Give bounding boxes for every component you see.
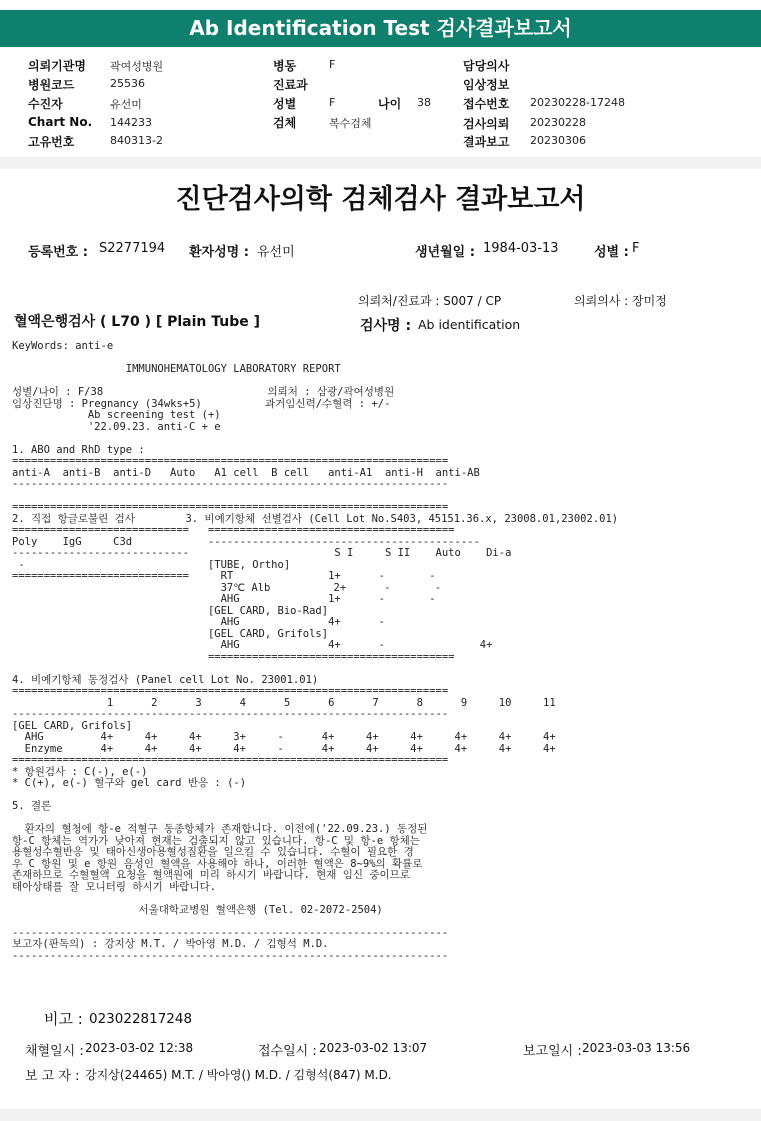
header-value: 20230306	[530, 134, 586, 147]
report-line: 항-C 항체는 역가가 낮아져 현재는 검출되지 않고 있습니다. 항-C 및 항-e 항체는	[12, 834, 420, 847]
report-date-value: 2023-03-03 13:56	[582, 1041, 691, 1055]
patient-label: 환자성명 :	[189, 245, 249, 260]
test-name-label: 검사명 :	[360, 318, 412, 334]
header-value: F	[329, 96, 336, 109]
report-line: [GEL CARD, Grifols]	[12, 627, 329, 640]
report-line: 성별/나이 : F/38 의뢰처 : 삼광/곽여성병원	[12, 386, 395, 398]
report-line	[12, 433, 618, 445]
report-line	[12, 663, 618, 675]
report-line: 보고자(판독의) : 강지상 M.T. / 박아영 M.D. / 김형석 M.D.	[12, 938, 329, 950]
header-label: 수진자	[28, 97, 63, 111]
report-line: 환자의 혈청에 항-e 적혈구 동종항체가 존재합니다. 이전에('22.09.23.) 동정된	[12, 823, 428, 835]
report-line: 2. 직접 항글로불린 검사 3. 비예기항체 선별검사 (Cell Lot No.S403, 45151.36.x, 23008.01,23002.01)	[12, 512, 619, 525]
report-line: 용혈성수혈반응 및 태아신생아용혈성질환을 일으킬 수 있습니다. 수혈이 필요한 경	[12, 846, 414, 858]
header-label: 병원코드	[28, 78, 75, 92]
report-line: ---------------------------------------------------------------------	[12, 926, 449, 939]
header-label: 검체	[273, 116, 297, 130]
separator-band	[0, 157, 761, 169]
sex-value: F	[632, 241, 640, 256]
report-line: ---------------------------- S I S II Auto Di-a	[12, 547, 512, 559]
header-value: 20230228	[530, 116, 586, 129]
report-line: 태아상태를 잘 모니터링 하시기 바랍니다.	[12, 880, 217, 893]
report-line: IMMUNOHEMATOLOGY LABORATORY REPORT	[12, 363, 341, 375]
header-label: 병동	[273, 59, 297, 73]
report-line	[12, 790, 618, 802]
header-value: 25536	[110, 77, 145, 90]
report-line: =====================================================================	[12, 501, 449, 513]
dept-text: 의뢰처/진료과 : S007 / CP	[358, 294, 502, 308]
report-line: =====================================================================	[12, 754, 449, 766]
report-line: 존재하므로 수혈혈액 요청을 혈액원에 미리 하시기 바랍니다. 현재 임신 중이므로	[12, 869, 410, 881]
report-line: 1. ABO and RhD type :	[12, 443, 145, 456]
report-title: Ab Identification Test 검사결과보고서	[189, 16, 572, 40]
report-line: 5. 결론	[12, 800, 52, 812]
receive-label: 접수일시 :	[258, 1044, 317, 1059]
patient-value: 유선미	[257, 245, 295, 260]
report-line: ============================ RT 1+ - -	[12, 570, 436, 582]
header-label: 고유번호	[28, 135, 75, 149]
report-line	[12, 916, 618, 928]
header-value: 38	[417, 96, 431, 109]
test-group: 혈액은행검사 ( L70 ) [ Plain Tube ]	[14, 314, 261, 330]
report-line: AHG 4+ -	[12, 616, 385, 628]
report-line: anti-A anti-B anti-D Auto A1 cell B cell anti-A1 anti-H anti-AB	[12, 466, 480, 479]
header-value: 144233	[110, 116, 152, 129]
header-label: 성별	[273, 97, 297, 111]
report-line: 1 2 3 4 5 6 7 8 9 10 11	[12, 696, 556, 709]
report-line: 우 C 항원 및 e 항원 음성인 혈액을 사용해야 하나, 이러한 혈액은 8~9%의 확률로	[12, 857, 423, 870]
header-label: Chart No.	[28, 115, 93, 129]
report-line: ============================ =======================================	[12, 524, 455, 536]
doctor-text: 의뢰의사 : 장미정	[574, 294, 667, 308]
report-line: 임상진단명 : Pregnancy (34wks+5) 과거임신력/수혈력 : +/-	[12, 397, 391, 410]
report-line: AHG 1+ - -	[12, 593, 436, 605]
report-line: 37℃ Alb 2+ - -	[12, 581, 442, 594]
test-name-value: Ab identification	[418, 317, 521, 332]
header-value: 840313-2	[110, 134, 163, 147]
header-label: 임상정보	[463, 78, 510, 92]
header-label: 결과보고	[463, 135, 510, 149]
report-main-title: 진단검사의학 검체검사 결과보고서	[175, 184, 586, 215]
report-line: AHG 4+ - 4+	[12, 639, 493, 651]
note-label: 비고 :	[44, 1010, 83, 1028]
note-value: 023022817248	[89, 1011, 193, 1027]
report-line: '22.09.23. anti-C + e	[12, 420, 221, 433]
header-label: 나이	[378, 97, 402, 111]
header-label: 담당의사	[463, 59, 510, 73]
header-label: 진료과	[273, 78, 308, 92]
report-line: 서울대학교병원 혈액은행 (Tel. 02-2072-2504)	[12, 903, 383, 916]
header-label: 의뢰기관명	[28, 59, 86, 73]
receive-value: 2023-03-02 13:07	[319, 1041, 428, 1055]
separator-band	[0, 1109, 761, 1121]
report-line	[12, 893, 618, 905]
birth-value: 1984-03-13	[483, 241, 559, 256]
report-line: - [TUBE, Ortho]	[12, 558, 291, 571]
report-line: =====================================================================	[12, 455, 449, 467]
report-line: Ab screening test (+)	[12, 409, 221, 421]
header-value: 복수검체	[329, 117, 372, 130]
header-value: 20230228-17248	[530, 96, 625, 109]
report-line: [GEL CARD, Grifols]	[12, 719, 133, 732]
reg-value: S2277194	[99, 241, 166, 256]
report-line: 4. 비예기항체 동정검사 (Panel cell Lot No. 23001.01)	[12, 673, 319, 686]
report-line: Poly IgG C3d -------------------------------------------	[12, 535, 480, 548]
report-line: Enzyme 4+ 4+ 4+ 4+ - 4+ 4+ 4+ 4+ 4+ 4+	[12, 742, 556, 755]
sex-label: 성별 :	[594, 245, 629, 260]
report-line: * 항원검사 : C(-), e(-)	[12, 765, 148, 778]
header-value: F	[329, 58, 336, 71]
header-value: 유선미	[110, 98, 142, 111]
lab-report-body	[12, 341, 618, 962]
report-line: * C(+), e(-) 혈구와 gel card 반응 : (-)	[12, 777, 247, 789]
report-line: AHG 4+ 4+ 4+ 3+ - 4+ 4+ 4+ 4+ 4+ 4+	[12, 731, 556, 743]
report-line: =====================================================================	[12, 685, 449, 697]
report-line: ---------------------------------------------------------------------	[12, 478, 449, 490]
reg-label: 등록번호 :	[28, 245, 88, 260]
reporter-label: 보 고 자 :	[25, 1069, 80, 1084]
header-value: 곽여성병원	[110, 60, 164, 73]
collect-value: 2023-03-02 12:38	[85, 1041, 194, 1055]
report-line: =======================================	[12, 650, 455, 663]
birth-label: 생년월일 :	[415, 245, 475, 260]
header-label: 접수번호	[463, 97, 510, 111]
collect-label: 채혈일시 :	[25, 1044, 84, 1059]
header-label: 검사의뢰	[463, 117, 510, 131]
report-line: [GEL CARD, Bio-Rad]	[12, 604, 329, 617]
report-date-label: 보고일시 :	[523, 1044, 582, 1059]
report-line: ---------------------------------------------------------------------	[12, 949, 449, 962]
report-line: ---------------------------------------------------------------------	[12, 708, 449, 720]
reporter-value: 강지상(24465) M.T. / 박아영() M.D. / 김형석(847) M.D.	[85, 1068, 392, 1082]
report-line: KeyWords: anti-e	[12, 340, 114, 352]
